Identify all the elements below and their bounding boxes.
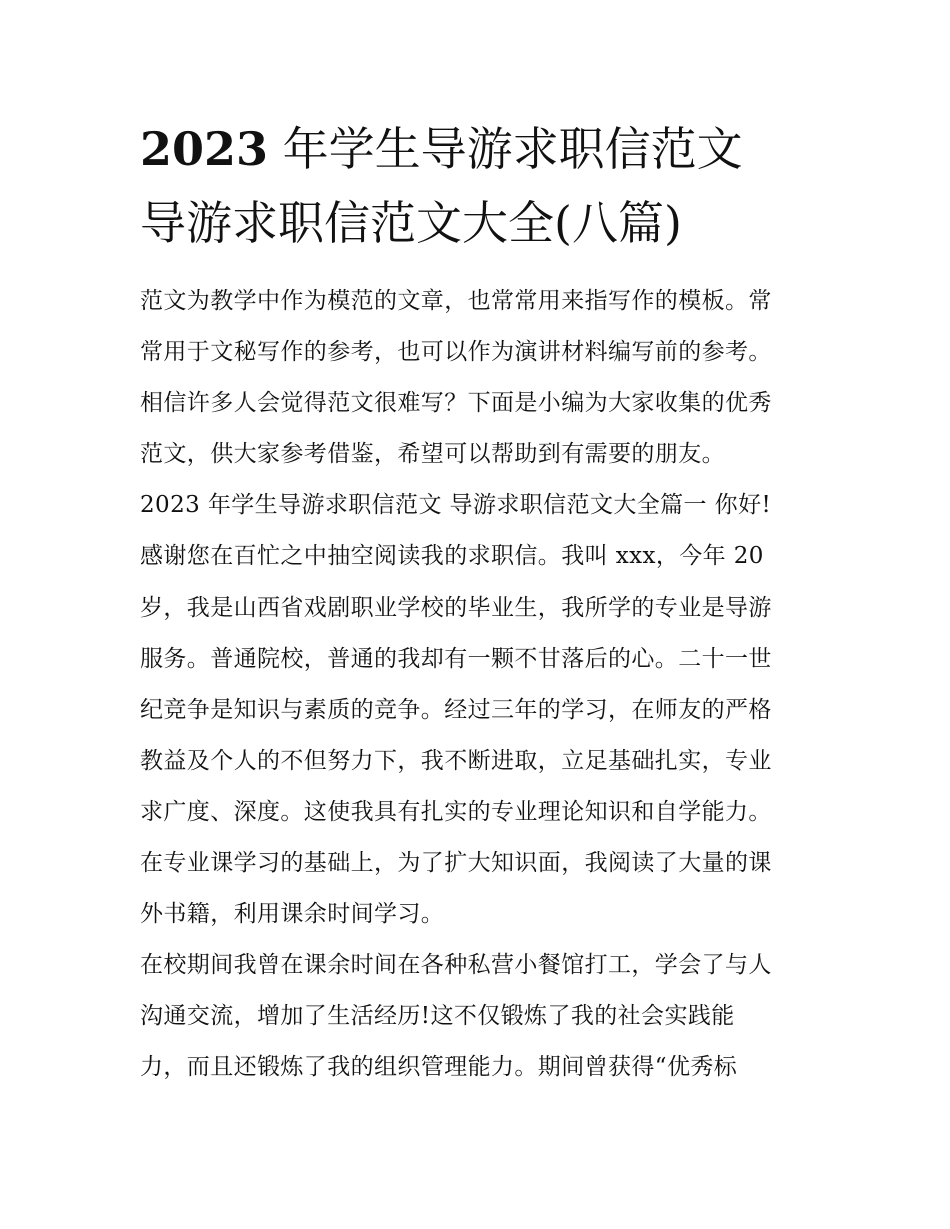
title-line-1 — [140, 118, 840, 180]
body-text-line: 岁，我是山西省戏剧职业学校的毕业生，我所学的专业是导游 — [140, 594, 772, 621]
body-text-line: 求广度、深度。这使我具有扎实的专业理论知识和自学能力。 — [140, 798, 772, 825]
body-text-line: 沟通交流，增加了生活经历!这不仅锻炼了我的社会实践能 — [140, 1003, 735, 1030]
title-line-2: 导游求职信范文大全(八篇) — [140, 196, 682, 250]
body-text-line: 外书籍，利用课余时间学习。 — [140, 901, 445, 928]
body-text-line: 常用于文秘写作的参考，也可以作为演讲材料编写前的参考。 — [140, 339, 772, 366]
body-text-line: 服务。普通院校，普通的我却有一颗不甘落后的心。二十一世 — [140, 645, 772, 672]
body-text-line: 力，而且还锻炼了我的组织管理能力。期间曾获得“优秀标 — [140, 1054, 738, 1081]
body-text-line: 2023 年学生导游求职信范文 导游求职信范文大全篇一 你好! — [140, 492, 772, 519]
body-text-line: 在校期间我曾在课余时间在各种私营小餐馆打工，学会了与人 — [140, 952, 772, 979]
body-text-line: 教益及个人的不但努力下，我不断进取，立足基础扎实，专业 — [140, 747, 772, 774]
body-text-line: 在专业课学习的基础上，为了扩大知识面，我阅读了大量的课 — [140, 850, 772, 877]
body-text-line: 范文为教学中作为模范的文章，也常常用来指写作的模板。常 — [140, 288, 772, 314]
document-title — [140, 118, 840, 254]
title-year: 2023 — [140, 122, 269, 176]
document-body — [140, 276, 830, 1094]
body-text-line: 纪竞争是知识与素质的竞争。经过三年的学习，在师友的严格 — [140, 696, 772, 723]
body-text-line: 范文，供大家参考借鉴，希望可以帮助到有需要的朋友。 — [140, 441, 725, 468]
body-text-line: 感谢您在百忙之中抽空阅读我的求职信。我叫 xxx，今年 20 — [140, 543, 764, 570]
body-text-line: 相信许多人会觉得范文很难写？下面是小编为大家收集的优秀 — [140, 390, 772, 417]
title-line-1-text: 年学生导游求职信范文 — [268, 122, 743, 176]
